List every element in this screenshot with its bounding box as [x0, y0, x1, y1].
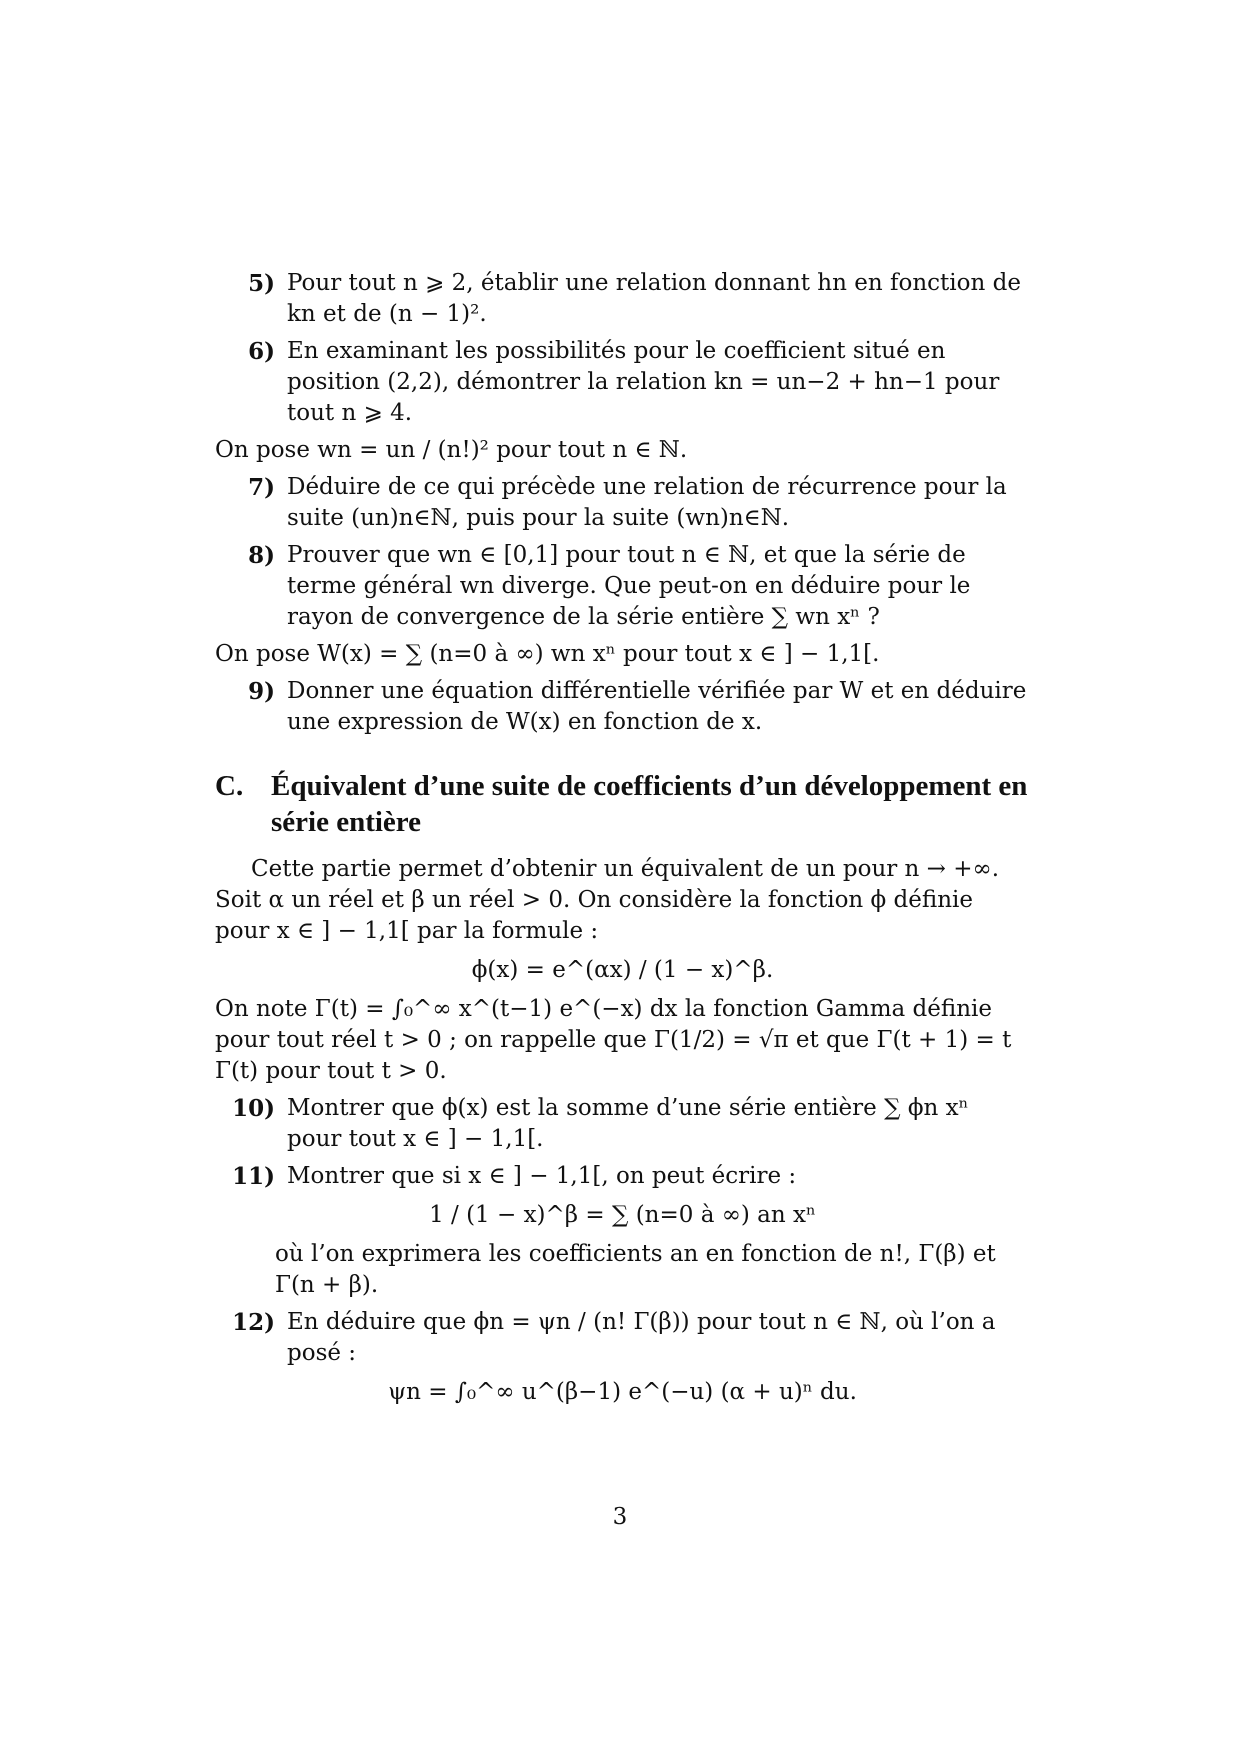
question-text: Montrer que si x ∈ ] − 1,1[, on peut écrire : — [287, 1163, 797, 1189]
question-text: Donner une équation différentielle vérifiée par W et en déduire une expression de W(x) en fonction de x. — [287, 678, 1027, 735]
gamma-note: On note Γ(t) = ∫₀^∞ x^(t−1) e^(−x) dx la fonction Gamma définie pour tout réel t > 0 ; on rappelle que Γ(1/2) = √π et que Γ(t + 1) = t Γ(t) pour tout t > 0. — [215, 996, 1012, 1084]
question-number: 10) — [232, 1095, 275, 1122]
question-11 — [215, 1161, 1030, 1192]
question-7 — [215, 472, 1030, 534]
question-number: 9) — [248, 678, 275, 705]
section-heading — [215, 768, 1030, 840]
question-number: 5) — [248, 270, 275, 297]
page-number: 3 — [612, 1504, 628, 1530]
question-number: 11) — [232, 1163, 275, 1190]
section-number: C. — [215, 770, 244, 802]
question-text: Montrer que ϕ(x) est la somme d’une série entière ∑ ϕn xⁿ pour tout x ∈ ] − 1,1[. — [287, 1095, 969, 1152]
question-number: 8) — [248, 542, 275, 569]
question-text: En déduire que ϕn = ψn / (n! Γ(β)) pour tout n ∈ ℕ, où l’on a posé : — [287, 1309, 996, 1366]
question-text: En examinant les possibilités pour le coefficient situé en position (2,2), démontrer la relation kn = un−2 + hn−1 pour tout n ⩾ 4. — [287, 338, 1000, 426]
question-text: Pour tout n ⩾ 2, établir une relation donnant hn en fonction de kn et de (n − 1)². — [287, 270, 1021, 327]
question-12 — [215, 1307, 1030, 1369]
question-number: 12) — [232, 1309, 275, 1336]
pose-wn: On pose wn = un / (n!)² pour tout n ∈ ℕ. — [215, 437, 688, 463]
question-text: Prouver que wn ∈ [0,1] pour tout n ∈ ℕ, et que la série de terme général wn diverge. Que peut-on en déduire pour le rayon de convergence de la série entière ∑ wn xⁿ ? — [287, 542, 971, 630]
coefficients-note: où l’on exprimera les coefficients an en fonction de n!, Γ(β) et Γ(n + β). — [275, 1241, 996, 1298]
content — [215, 268, 1030, 1416]
question-number: 6) — [248, 338, 275, 365]
phi-formula: ϕ(x) = e^(αx) / (1 − x)^β. — [471, 957, 774, 983]
psi-formula: ψn = ∫₀^∞ u^(β−1) e^(−u) (α + u)ⁿ du. — [388, 1379, 857, 1405]
section-title: Équivalent d’une suite de coefficients d’un développement en série entière — [271, 770, 1028, 838]
question-5 — [215, 268, 1030, 330]
question-number: 7) — [248, 474, 275, 501]
series-expansion-formula: 1 / (1 − x)^β = ∑ (n=0 à ∞) an xⁿ — [429, 1202, 816, 1228]
question-9 — [215, 676, 1030, 738]
question-text: Déduire de ce qui précède une relation de récurrence pour la suite (un)n∈ℕ, puis pour la suite (wn)n∈ℕ. — [287, 474, 1007, 531]
question-8 — [215, 540, 1030, 633]
intro-paragraph: Cette partie permet d’obtenir un équivalent de un pour n → +∞. Soit α un réel et β un réel > 0. On considère la fonction ϕ définie pour x ∈ ] − 1,1[ par la formule : — [215, 856, 1000, 944]
question-10 — [215, 1093, 1030, 1155]
pose-W: On pose W(x) = ∑ (n=0 à ∞) wn xⁿ pour tout x ∈ ] − 1,1[. — [215, 641, 880, 667]
question-6 — [215, 336, 1030, 429]
